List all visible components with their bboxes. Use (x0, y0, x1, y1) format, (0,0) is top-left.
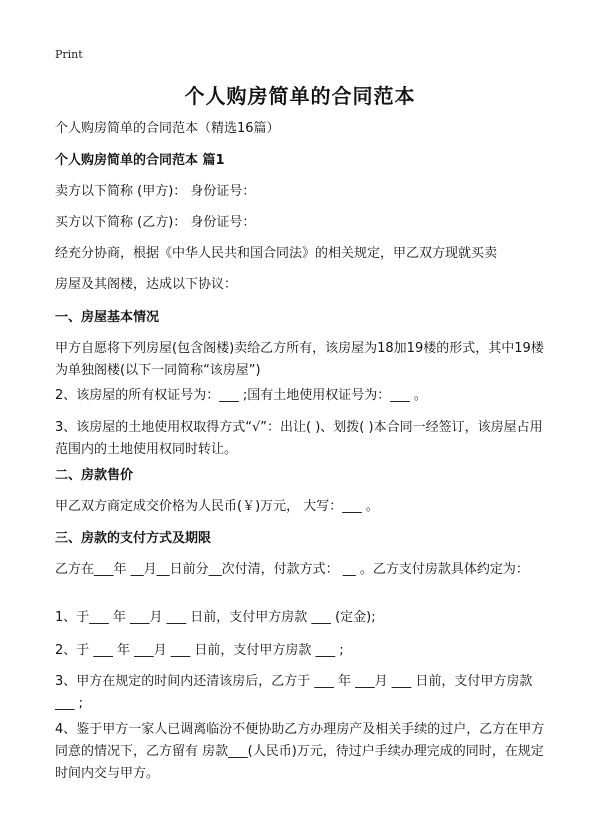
intro-line-1: 经充分协商，根据《中华人民共和国合同法》的相关规定，甲乙双方现就买卖 (55, 246, 498, 261)
paragraph-payment-terms: 乙方在___年 __月__日前分__次付清，付款方式： __ 。乙方支付房款具体约定为： (55, 562, 529, 577)
payment-item-1: 1、于___ 年 ___月 ___ 日前，支付甲方房款 ___ (定金); (55, 610, 376, 625)
paragraph-certificate: 2、该房屋的所有权证号为：___ ;国有土地使用权证号为：___ 。 (55, 388, 427, 403)
heading-payment: 三、房款的支付方式及期限 (55, 531, 212, 546)
paragraph-price: 甲乙双方商定成交价格为人民币(￥)万元， 大写：___ 。 (55, 499, 379, 514)
document-title: 个人购房简单的合同范本 (184, 84, 416, 108)
seller-line: 卖方以下简称 (甲方)： 身份证号： (55, 184, 256, 199)
buyer-line: 买方以下简称 (乙方)： 身份证号： (55, 215, 256, 230)
section-heading: 个人购房简单的合同范本 篇1 (55, 153, 225, 168)
print-link[interactable]: Print (55, 48, 83, 61)
heading-basic-info: 一、房屋基本情况 (55, 310, 160, 325)
paragraph-property: 甲方自愿将下列房屋(包含阁楼)卖给乙方所有，该房屋为18加19楼的形式，其中19楼为单独阁楼(以下一同简称“该房屋”) (55, 341, 544, 378)
payment-item-4: 4、鉴于甲方一家人已调离临汾不便协助乙方办理房产及相关手续的过户，乙方在甲方同意的情况下，乙方留有 房款___(人民币)万元，待过户手续办理完成的同时，在规定时间内交与甲方。 (55, 722, 545, 781)
payment-item-2: 2、于 ___ 年 ___月 ___ 日前，支付甲方房款 ___ ; (55, 643, 344, 658)
heading-price: 二、房款售价 (55, 468, 134, 483)
payment-item-3: 3、甲方在规定的时间内还清该房后，乙方于 ___ 年 ___月 ___ 日前，支付甲方房款___ ; (55, 674, 533, 711)
document-subtitle: 个人购房简单的合同范本（精选16篇） (55, 121, 280, 136)
paragraph-land-use: 3、该房屋的土地使用权取得方式“√”：出让( )、划拨( )本合同一经签订，该房屋占用范围内的土地使用权同时转让。 (55, 420, 543, 457)
intro-line-2: 房屋及其阁楼，达成以下协议： (55, 277, 238, 292)
